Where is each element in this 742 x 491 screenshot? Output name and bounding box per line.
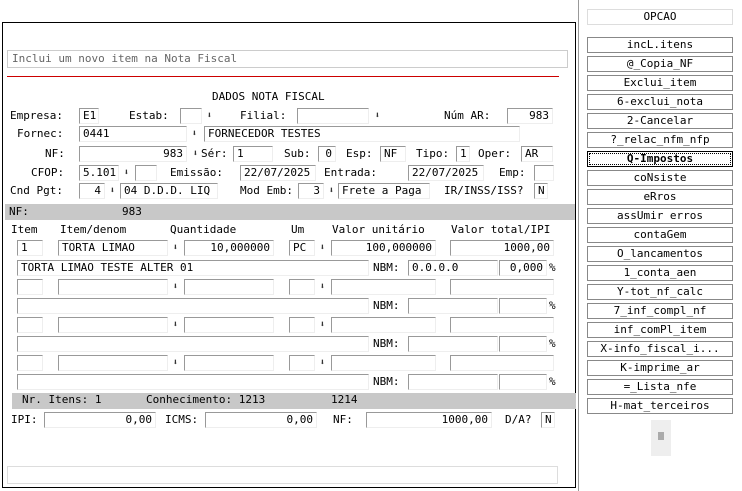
total-ipi-field[interactable]: 0,00 (44, 412, 156, 428)
item-ipi-field[interactable]: 0,000 (499, 260, 547, 276)
num-ar-label: Núm AR: (444, 109, 491, 122)
info-message: Inclui um novo item na Nota Fiscal (7, 50, 568, 68)
item-qtd-field[interactable]: 10,000000 (184, 240, 274, 256)
menu-cancelar[interactable]: 2-Cancelar (587, 113, 733, 129)
item-vunit-field[interactable] (331, 355, 436, 371)
ir-inss-iss-label: IR/INSS/ISS? (444, 184, 524, 197)
estab-dropdown-icon[interactable]: ⬇ (206, 111, 213, 121)
emp-field[interactable] (534, 165, 554, 181)
item-code-field[interactable]: TORTA LIMAO (58, 240, 168, 256)
item-number-field[interactable] (17, 279, 43, 295)
filial-label: Filial: (240, 109, 287, 122)
sub-field[interactable]: 0 (318, 146, 336, 162)
cfop-label: CFOP: (31, 166, 65, 179)
cnd-pgt-field[interactable]: 4 (79, 183, 105, 199)
item-description (17, 298, 369, 314)
item-pct-label: % (549, 337, 556, 350)
item-nbm-field[interactable] (408, 374, 498, 390)
menu-copia-nf[interactable]: @_Copia_NF (587, 56, 733, 72)
total-ipi-label: IPI: (11, 413, 38, 426)
col-um: Um (291, 223, 305, 236)
nf-label: NF: (45, 147, 65, 160)
status-bar (7, 466, 558, 484)
menu-conta-aen[interactable]: 1_conta_aen (587, 265, 733, 281)
filial-dropdown-icon[interactable]: ⬇ (374, 111, 381, 121)
col-item: Item (11, 223, 38, 236)
item-number-field[interactable] (17, 317, 43, 333)
item-um-dropdown-icon[interactable]: ⬇ (319, 358, 326, 368)
menu-impostos[interactable]: Q-Impostos (587, 151, 733, 167)
nr-itens: Nr. Itens: 1 (19, 393, 113, 409)
item-number-field[interactable] (17, 355, 43, 371)
separator-line (7, 76, 559, 77)
nf-band-label: NF: (9, 205, 29, 218)
item-nbm-label: NBM: (373, 375, 400, 388)
menu-exclui-nota[interactable]: 6-exclui_nota (587, 94, 733, 110)
item-nbm-field[interactable] (408, 298, 498, 314)
menu-exclui-item[interactable]: Exclui_item (587, 75, 733, 91)
total-nf-label: NF: (333, 413, 353, 426)
col-quantidade: Quantidade (170, 223, 237, 236)
fornec-field[interactable]: 0441 (79, 126, 187, 142)
menu-imprime-ar[interactable]: K-imprime_ar (587, 360, 733, 376)
menu-consiste[interactable]: coNsiste (587, 170, 733, 186)
item-nbm-field[interactable] (408, 336, 498, 352)
entrada-label: Entrada: (324, 166, 377, 179)
item-ipi-field[interactable] (499, 374, 547, 390)
fornec-label: Fornec: (17, 127, 64, 140)
item-um-dropdown-icon[interactable]: ⬇ (319, 282, 326, 292)
item-um-dropdown-icon[interactable]: ⬇ (319, 243, 326, 253)
cnd-pgt-label: Cnd Pgt: (10, 184, 63, 197)
empresa-field[interactable]: E1 (79, 108, 99, 124)
tipo-field[interactable]: 1 (456, 146, 470, 162)
cnd-pgt-desc: 04 D.D.D. LIQ (120, 183, 218, 199)
ser-field[interactable]: 1 (233, 146, 273, 162)
item-vunit-field[interactable] (331, 279, 436, 295)
item-um-field[interactable] (289, 355, 315, 371)
menu-mat-terceiros[interactable]: H-mat_terceiros (587, 398, 733, 414)
item-um-dropdown-icon[interactable]: ⬇ (319, 320, 326, 330)
menu-contagem[interactable]: contaGem (587, 227, 733, 243)
emissao-field[interactable]: 22/07/2025 (240, 165, 316, 181)
col-valor-unitario: Valor unitário (332, 223, 425, 236)
conhecimento-extra: 1214 (328, 393, 388, 409)
col-denom: Item/denom (60, 223, 127, 236)
da-field[interactable]: N (541, 412, 555, 428)
item-description: TORTA LIMAO TESTE ALTER 01 (17, 260, 369, 276)
item-ipi-field[interactable] (499, 336, 547, 352)
nf-dropdown-icon[interactable]: ⬇ (192, 149, 199, 159)
menu-info-fiscal-item[interactable]: X-info_fiscal_i... (587, 341, 733, 357)
menu-assumir-erros[interactable]: assUmir erros (587, 208, 733, 224)
item-vtotal-field[interactable] (450, 279, 554, 295)
menu-inf-compl-item[interactable]: inf_comPl_item (587, 322, 733, 338)
item-pct-label: % (549, 261, 556, 274)
menu-erros[interactable]: eRros (587, 189, 733, 205)
item-code-dropdown-icon[interactable]: ⬇ (172, 282, 179, 292)
da-label: D/A? (505, 413, 532, 426)
emp-label: Emp: (499, 166, 526, 179)
menu-tot-nf-calc[interactable]: Y-tot_nf_calc (587, 284, 733, 300)
item-vtotal-field[interactable]: 1000,00 (450, 240, 554, 256)
oper-label: Oper: (478, 147, 512, 160)
conhecimento: Conhecimento: 1213 (143, 393, 281, 409)
item-code-dropdown-icon[interactable]: ⬇ (172, 358, 179, 368)
item-vtotal-field[interactable] (450, 317, 554, 333)
esp-field[interactable]: NF (380, 146, 406, 162)
cfop-extra-field[interactable] (135, 165, 157, 181)
item-number-field[interactable]: 1 (17, 240, 43, 256)
total-icms-label: ICMS: (165, 413, 199, 426)
menu-scrollbar[interactable] (651, 420, 671, 456)
cfop-field[interactable]: 5.101 (79, 165, 119, 181)
menu-lancamentos[interactable]: O_lancamentos (587, 246, 733, 262)
item-code-field[interactable] (58, 355, 168, 371)
item-qtd-field[interactable] (184, 279, 274, 295)
item-code-field[interactable] (58, 279, 168, 295)
total-nf-field[interactable]: 1000,00 (366, 412, 492, 428)
item-nbm-field[interactable]: 0.0.0.0 (408, 260, 498, 276)
empresa-label: Empresa: (10, 109, 63, 122)
oper-field[interactable]: AR (521, 146, 553, 162)
item-vtotal-field[interactable] (450, 355, 554, 371)
estab-label: Estab: (129, 109, 169, 122)
item-qtd-field[interactable] (184, 355, 274, 371)
item-um-field[interactable]: PC (289, 240, 315, 256)
item-description (17, 374, 369, 390)
item-code-dropdown-icon[interactable]: ⬇ (172, 243, 179, 253)
menu-inf-compl-nf[interactable]: 7_inf_compl_nf (587, 303, 733, 319)
item-um-field[interactable] (289, 317, 315, 333)
fornec-dropdown-icon[interactable]: ⬇ (191, 129, 198, 139)
ir-inss-iss-field[interactable]: N (534, 183, 548, 199)
nf-summary-band (5, 204, 575, 220)
sub-label: Sub: (284, 147, 311, 160)
mod-emb-label: Mod Emb: (240, 184, 293, 197)
scroll-thumb[interactable] (658, 432, 664, 440)
item-ipi-field[interactable] (499, 298, 547, 314)
form-title: DADOS NOTA FISCAL (212, 90, 325, 103)
menu-relac-nfm-nfp[interactable]: ?_relac_nfm_nfp (587, 132, 733, 148)
item-nbm-label: NBM: (373, 337, 400, 350)
fornec-name-field: FORNECEDOR TESTES (204, 126, 520, 142)
item-vunit-field[interactable]: 100,000000 (331, 240, 436, 256)
cnd-pgt-dropdown-icon[interactable]: ⬇ (109, 186, 116, 196)
mod-emb-desc: Frete a Paga (338, 183, 430, 199)
estab-field[interactable] (180, 108, 202, 124)
item-nbm-label: NBM: (373, 261, 400, 274)
item-code-field[interactable] (58, 317, 168, 333)
tipo-label: Tipo: (416, 147, 450, 160)
nf-band-value: 983 (122, 205, 142, 218)
filial-field[interactable] (297, 108, 369, 124)
nf-field[interactable]: 983 (79, 146, 187, 162)
item-pct-label: % (549, 299, 556, 312)
item-qtd-field[interactable] (184, 317, 274, 333)
mod-emb-field[interactable]: 3 (298, 183, 324, 199)
total-icms-field[interactable]: 0,00 (205, 412, 317, 428)
item-um-field[interactable] (289, 279, 315, 295)
entrada-field[interactable]: 22/07/2025 (408, 165, 484, 181)
mod-emb-dropdown-icon[interactable]: ⬇ (328, 186, 335, 196)
item-description (17, 336, 369, 352)
menu-incl-itens[interactable]: incL.itens (587, 37, 733, 53)
menu-title: OPCAO (587, 9, 733, 25)
item-vunit-field[interactable] (331, 317, 436, 333)
item-pct-label: % (549, 375, 556, 388)
menu-lista-nfe[interactable]: =_Lista_nfe (587, 379, 733, 395)
item-code-dropdown-icon[interactable]: ⬇ (172, 320, 179, 330)
item-nbm-label: NBM: (373, 299, 400, 312)
col-valor-total: Valor total/IPI (451, 223, 551, 236)
cfop-dropdown-icon[interactable]: ⬇ (123, 168, 130, 178)
esp-label: Esp: (346, 147, 373, 160)
ser-label: Sér: (201, 147, 228, 160)
emissao-label: Emissão: (170, 166, 223, 179)
num-ar-field[interactable]: 983 (507, 108, 553, 124)
